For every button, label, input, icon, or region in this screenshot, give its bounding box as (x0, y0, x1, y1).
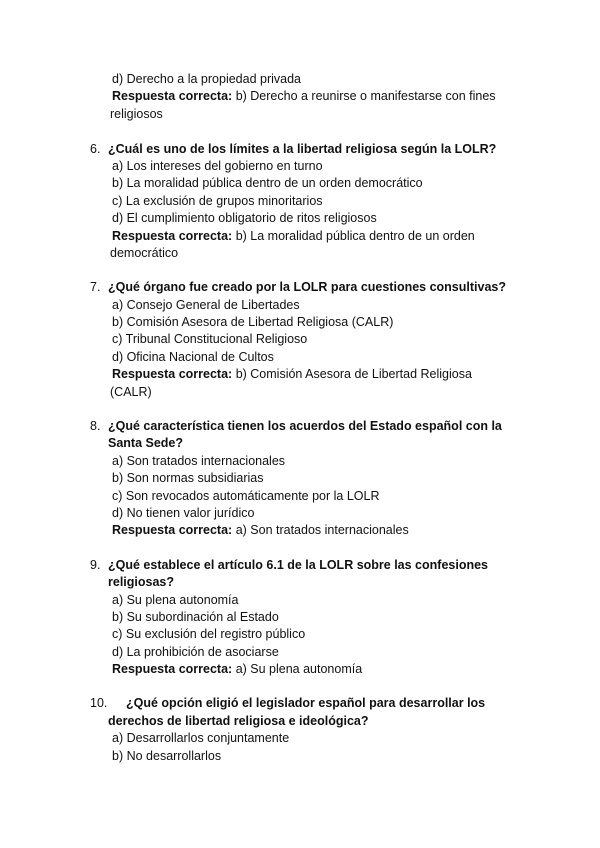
question-number: 7. (90, 280, 101, 294)
option-b: b) Comisión Asesora de Libertad Religiosa (CALR) (112, 315, 394, 329)
answer-continuation: (CALR) (110, 385, 152, 399)
answer-text: b) Comisión Asesora de Libertad Religiosa (235, 367, 472, 381)
option-d: d) La prohibición de asociarse (112, 645, 279, 659)
answer-label: Respuesta correcta: (112, 662, 233, 676)
question-text: ¿Qué opción eligió el legislador español para desarrollar los (126, 696, 486, 710)
option-c: c) Son revocados automáticamente por la LOLR (112, 489, 380, 503)
option-c: c) Su exclusión del registro público (112, 627, 306, 641)
answer-line (112, 228, 475, 245)
option-b: b) No desarrollarlos (112, 749, 222, 763)
option-a: a) Son tratados internacionales (112, 454, 286, 468)
question-text: ¿Qué órgano fue creado por la LOLR para cuestiones consultivas? (108, 280, 506, 294)
option-a: a) Los intereses del gobierno en turno (112, 159, 323, 173)
answer-line (112, 661, 362, 678)
question-text-continuation: derechos de libertad religiosa e ideológica? (108, 714, 369, 728)
option-d: d) El cumplimiento obligatorio de ritos religiosos (112, 211, 377, 225)
answer-line (112, 366, 472, 383)
option-d: d) Oficina Nacional de Cultos (112, 350, 274, 364)
answer-label: Respuesta correcta: (112, 523, 233, 537)
option-a: a) Consejo General de Libertades (112, 298, 300, 312)
question-text: ¿Qué establece el artículo 6.1 de la LOLR sobre las confesiones (108, 558, 488, 572)
option-d: d) No tienen valor jurídico (112, 506, 255, 520)
answer-text: a) Son tratados internacionales (235, 523, 409, 537)
question-text-continuation: Santa Sede? (108, 436, 184, 450)
answer-line (112, 88, 496, 105)
option-b: b) Son normas subsidiarias (112, 471, 264, 485)
answer-label: Respuesta correcta: (112, 367, 233, 381)
option-b: b) La moralidad pública dentro de un orden democrático (112, 176, 423, 190)
question-number: 8. (90, 419, 101, 433)
question-number: 10. (90, 696, 108, 710)
answer-line (112, 522, 409, 539)
option-a: a) Su plena autonomía (112, 593, 239, 607)
option-a: a) Desarrollarlos conjuntamente (112, 731, 290, 745)
question-number: 9. (90, 558, 101, 572)
answer-continuation: democrático (110, 246, 179, 260)
option-d: d) Derecho a la propiedad privada (112, 72, 302, 86)
option-c: c) La exclusión de grupos minoritarios (112, 194, 323, 208)
answer-text: b) Derecho a reunirse o manifestarse con fines (235, 89, 496, 103)
question-text-continuation: religiosas? (108, 575, 174, 589)
answer-text: b) La moralidad pública dentro de un orden (235, 229, 475, 243)
option-c: c) Tribunal Constitucional Religioso (112, 332, 308, 346)
answer-text: a) Su plena autonomía (235, 662, 363, 676)
question-text: ¿Qué característica tienen los acuerdos del Estado español con la (108, 419, 502, 433)
answer-continuation: religiosos (110, 107, 163, 121)
question-text: ¿Cuál es uno de los límites a la libertad religiosa según la LOLR? (108, 142, 497, 156)
question-number: 6. (90, 142, 101, 156)
option-b: b) Su subordinación al Estado (112, 610, 279, 624)
answer-label: Respuesta correcta: (112, 229, 233, 243)
answer-label: Respuesta correcta: (112, 89, 233, 103)
